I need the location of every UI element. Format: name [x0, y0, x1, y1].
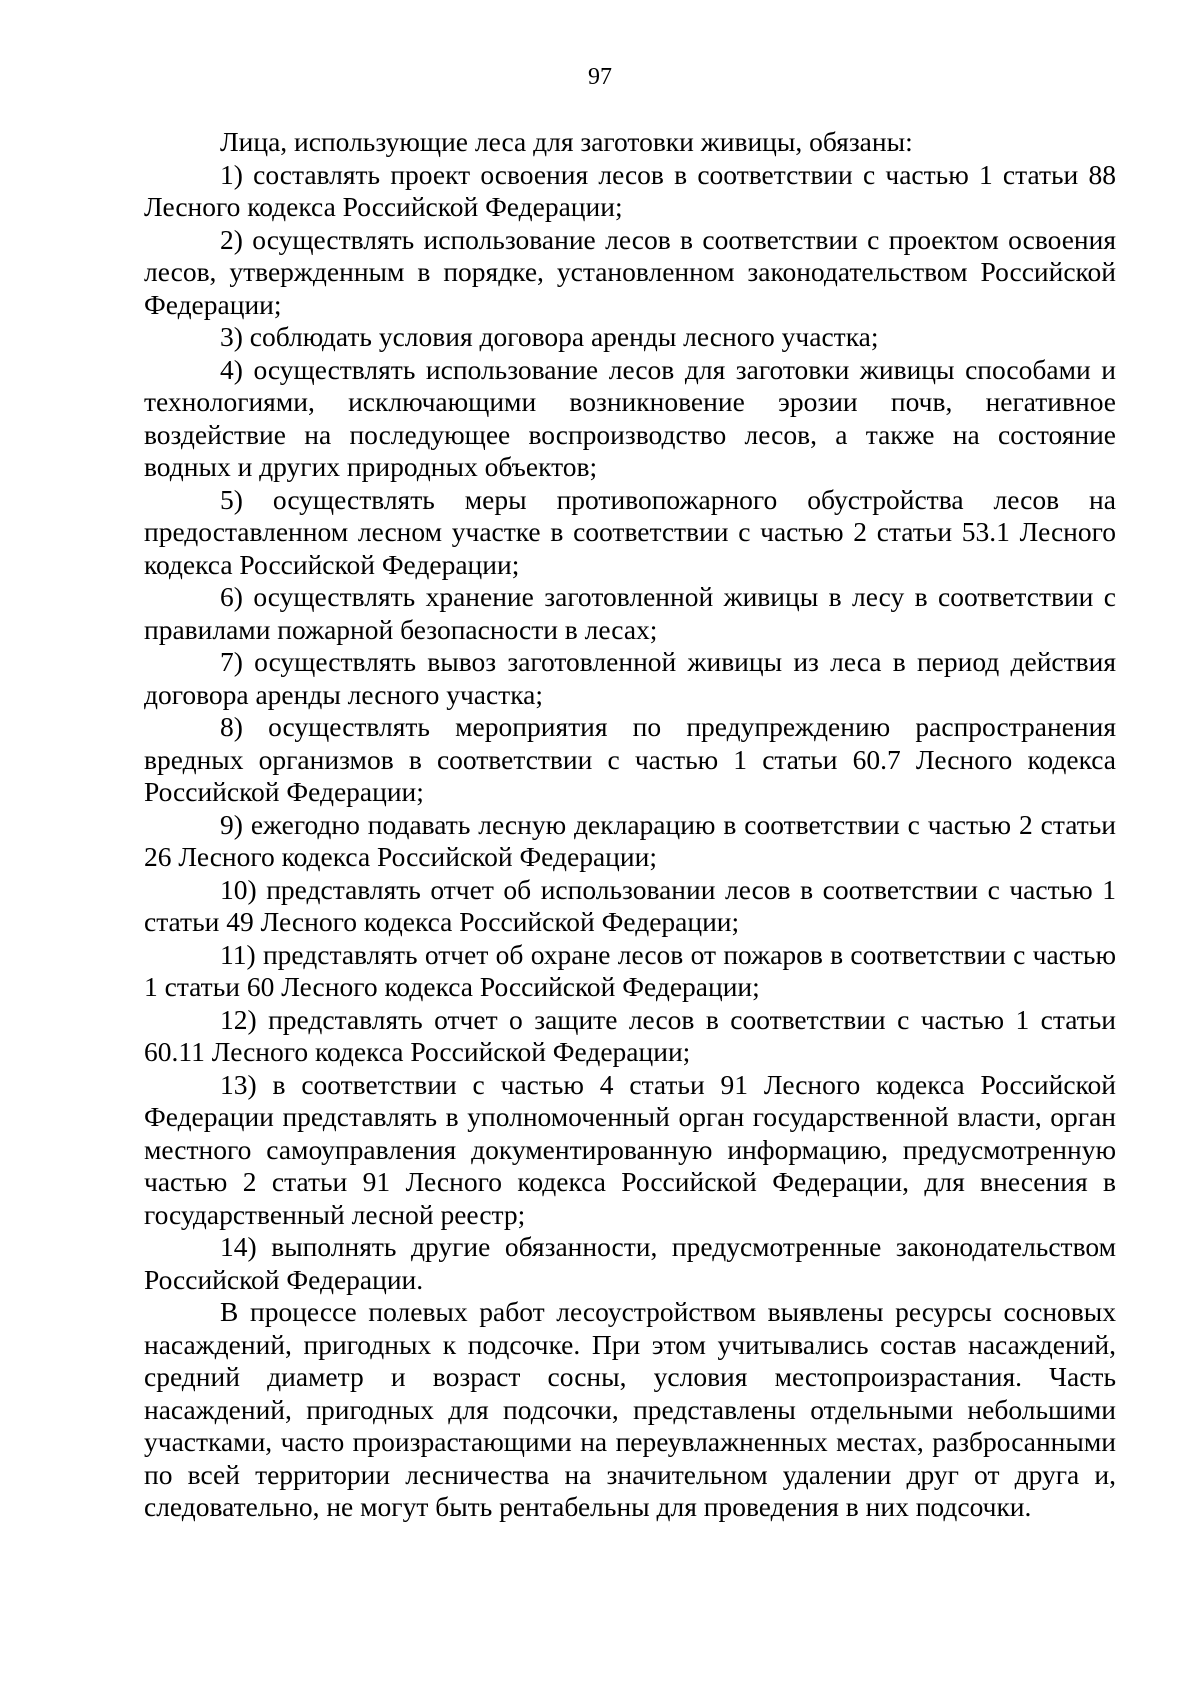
list-item: 12) представлять отчет о защите лесов в соответствии с частью 1 статьи 60.11 Лесного кодекса Российской Федерации;: [144, 1003, 1116, 1067]
list-item: 2) осуществлять использование лесов в соответствии с проектом освоения лесов, утвержденным в порядке, установленном законодательством Российской Федерации;: [144, 223, 1116, 320]
list-item: 13) в соответствии с частью 4 статьи 91 Лесного кодекса Российской Федерации представлять в уполномоченный орган государственной власти, орган местного самоуправления документированную информацию, предусмотренную частью 2 статьи 91 Лесного кодекса Российской Федерации, для внесения в государственный лесной реестр;: [144, 1068, 1116, 1230]
list-item: 11) представлять отчет об охране лесов от пожаров в соответствии с частью 1 статьи 60 Лесного кодекса Российской Федерации;: [144, 938, 1116, 1002]
list-item: 9) ежегодно подавать лесную декларацию в соответствии с частью 2 статьи 26 Лесного кодекса Российской Федерации;: [144, 808, 1116, 872]
list-item: 6) осуществлять хранение заготовленной живицы в лесу в соответствии с правилами пожарной безопасности в лесах;: [144, 581, 1116, 645]
list-item: 8) осуществлять мероприятия по предупреждению распространения вредных организмов в соответствии с частью 1 статьи 60.7 Лесного кодекса Российской Федерации;: [144, 711, 1116, 807]
page-number: 97: [588, 64, 612, 90]
closing-paragraph: В процессе полевых работ лесоустройством выявлены ресурсы сосновых насаждений, пригодных к подсочке. При этом учитывались состав насаждений, средний диаметр и возраст сосны, условия местопроизрастания. Часть насаждений, пригодных для подсочки, представлены отдельными небольшими участками, часто произрастающими на переувлажненных местах, разбросанными по всей территории лесничества на значительном удалении друг от друга и, следовательно, не могут быть рентабельны для проведения в них подсочки.: [144, 1296, 1116, 1522]
list-item: 3) соблюдать условия договора аренды лесного участка;: [220, 321, 879, 352]
intro-paragraph: Лица, использующие леса для заготовки живицы, обязаны:: [220, 126, 913, 157]
list-item: 7) осуществлять вывоз заготовленной живицы из леса в период действия договора аренды лесного участка;: [144, 646, 1116, 710]
document-body: [144, 126, 1116, 1524]
list-item: 14) выполнять другие обязанности, предусмотренные законодательством Российской Федерации.: [144, 1231, 1116, 1295]
list-item: 1) составлять проект освоения лесов в соответствии с частью 1 статьи 88 Лесного кодекса Российской Федерации;: [144, 158, 1116, 222]
list-item: 5) осуществлять меры противопожарного обустройства лесов на предоставленном лесном участке в соответствии с частью 2 статьи 53.1 Лесного кодекса Российской Федерации;: [144, 483, 1116, 580]
list-item: 4) осуществлять использование лесов для заготовки живицы способами и технологиями, исключающими возникновение эрозии почв, негативное воздействие на последующее воспроизводство лесов, а также на состояние водных и других природных объектов;: [144, 353, 1116, 482]
list-item: 10) представлять отчет об использовании лесов в соответствии с частью 1 статьи 49 Лесного кодекса Российской Федерации;: [144, 873, 1116, 937]
